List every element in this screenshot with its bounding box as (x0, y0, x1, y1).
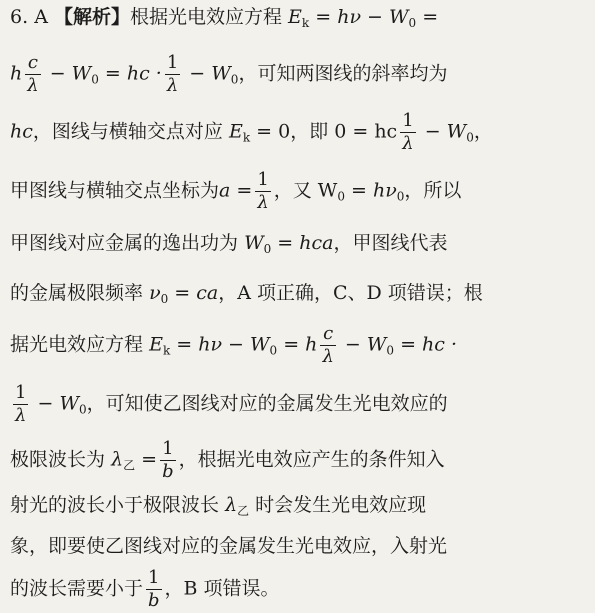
subscript: 0 (160, 292, 169, 306)
subscript: 0 (230, 72, 239, 87)
fraction (320, 325, 335, 366)
subscript: k (242, 130, 251, 145)
subscript: 0 (408, 16, 417, 30)
subscript: 0 (78, 402, 87, 417)
subscript: 0 (337, 189, 345, 204)
question-number: 6. (10, 6, 29, 28)
math-var: W (244, 232, 264, 254)
solution-line-4 (10, 171, 461, 212)
solution-line-10 (10, 492, 426, 518)
math-expr: − W (338, 333, 387, 356)
fraction (165, 54, 180, 95)
text: ，可知使乙图线对应的金属发生光电效应的 (86, 392, 448, 415)
denominator: λ (402, 133, 414, 154)
fraction (13, 384, 28, 425)
fraction (160, 440, 176, 481)
math-expr: ，又 W (273, 179, 338, 202)
math-expr: = h (277, 333, 318, 356)
text: ，B 项错误。 (164, 577, 280, 600)
math-expr: = hν − W (170, 333, 270, 356)
text: 的金属极限频率 (10, 282, 144, 304)
text: 的波长需要小于 (10, 577, 144, 600)
math-expr: = hν (344, 179, 397, 202)
math-expr: − W (31, 392, 79, 415)
denominator: λ (27, 75, 39, 96)
denominator: b (148, 590, 160, 611)
fraction (25, 54, 40, 95)
numerator: 1 (402, 110, 414, 131)
subscript: 0 (386, 343, 395, 358)
solution-line-7 (10, 325, 457, 366)
text: ，A 项正确，C、D 项错误；根 (218, 282, 483, 304)
math-expr: = 0，即 0 = hc (250, 120, 398, 143)
solution-line-8 (10, 384, 448, 425)
subscript: k (301, 16, 310, 30)
subscript: 0 (91, 72, 99, 87)
text: ，图线与横轴交点对应 (32, 120, 223, 143)
numerator: 1 (160, 440, 176, 461)
math-expr: = hca (271, 232, 334, 254)
denominator: b (162, 461, 174, 482)
math-expr: = hc · (394, 333, 457, 356)
math-var: a (219, 179, 231, 202)
fraction (400, 112, 415, 153)
numerator: 1 (257, 169, 269, 190)
answer-choice: A (34, 6, 48, 28)
solution-line-5 (10, 230, 447, 256)
math-expr: = (135, 448, 158, 471)
text: 时会发生光电效应现 (249, 494, 427, 516)
math-var: λ (111, 448, 124, 471)
numerator: 1 (15, 382, 27, 403)
math-expr: − W (418, 120, 467, 143)
analysis-tag: 【解析】 (53, 6, 130, 28)
math-var: λ (225, 494, 238, 516)
fraction (255, 171, 270, 212)
solution-line-9 (10, 440, 445, 481)
numerator: 1 (146, 569, 162, 590)
subscript: 0 (263, 242, 272, 256)
text: 极限波长为 (10, 448, 106, 471)
text: 象，即要使乙图线对应的金属发生光电效应，入射光 (10, 535, 448, 557)
denominator: λ (322, 346, 334, 367)
math-var: E (149, 333, 163, 356)
math-expr: = hc · (98, 62, 162, 85)
solution-line-12 (10, 569, 280, 610)
denominator: λ (166, 75, 179, 96)
math-expr: = (416, 6, 439, 28)
solution-line-2 (10, 54, 447, 95)
math-var: E (288, 6, 302, 28)
subscript: 0 (269, 343, 278, 358)
math-var: h (10, 62, 23, 85)
text: 射光的波长小于极限波长 (10, 494, 220, 516)
subscript: k (162, 343, 171, 358)
text: 甲图线与横轴交点坐标为 (10, 179, 220, 202)
subscript: 乙 (237, 504, 250, 518)
subscript: 乙 (123, 458, 136, 473)
solution-line-1 (10, 4, 438, 30)
math-var: E (228, 120, 243, 143)
solution-line-11 (10, 533, 447, 559)
math-expr: = ca (168, 282, 219, 304)
subscript: 0 (396, 189, 405, 204)
math-expr: − W (43, 62, 92, 85)
text: 根据光电效应方程 (129, 6, 282, 28)
numerator: 1 (166, 52, 179, 73)
solution-line-3 (10, 112, 493, 153)
math-var: ν (149, 282, 161, 304)
math-expr: = hν − W (309, 6, 409, 28)
text: ，可知两图线的斜率均为 (238, 62, 448, 85)
text: ，甲图线代表 (333, 232, 448, 254)
numerator: c (25, 54, 40, 75)
text: ， (473, 120, 493, 143)
fraction (146, 569, 162, 610)
text: ，所以 (404, 179, 462, 202)
text: ，根据光电效应产生的条件知入 (178, 448, 445, 471)
math-expr: hc (10, 120, 33, 143)
text: 甲图线对应金属的逸出功为 (10, 232, 239, 254)
numerator: c (320, 325, 335, 346)
subscript: 0 (466, 130, 474, 145)
denominator: λ (257, 192, 269, 213)
denominator: λ (15, 405, 27, 426)
text: 据光电效应方程 (10, 333, 144, 356)
math-expr: = (230, 179, 253, 202)
solution-line-6 (10, 280, 483, 306)
math-expr: − W (183, 62, 231, 85)
